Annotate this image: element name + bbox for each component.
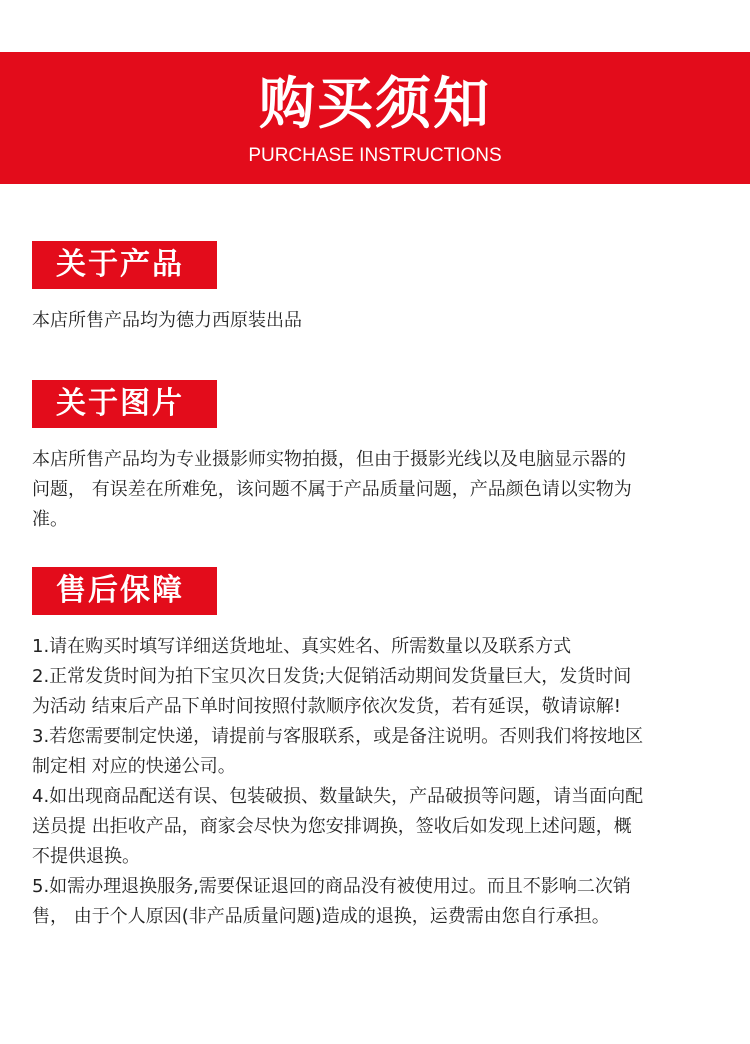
section-body-after-sales bbox=[32, 632, 722, 932]
body-line: 2.正常发货时间为拍下宝贝次日发货;大促销活动期间发货量巨大，发货时间 bbox=[32, 666, 632, 687]
body-line: 4.如出现商品配送有误、包装破损、数量缺失，产品破损等问题，请当面向配 bbox=[32, 786, 644, 807]
body-line: 不提供退换。 bbox=[32, 846, 140, 867]
section-heading-product: 关于产品 bbox=[32, 241, 217, 289]
body-line: 送员提 出拒收产品，商家会尽快为您安排调换，签收后如发现上述问题，概 bbox=[32, 816, 632, 837]
body-line: 准。 bbox=[32, 509, 68, 530]
body-line: 本店所售产品均为德力西原装出品 bbox=[32, 310, 302, 331]
body-line: 1.请在购买时填写详细送货地址、真实姓名、所需数量以及联系方式 bbox=[32, 636, 572, 657]
section-body-product bbox=[32, 306, 722, 336]
body-line: 5.如需办理退换服务,需要保证退回的商品没有被使用过。而且不影响二次销 bbox=[32, 876, 631, 897]
section-heading-images: 关于图片 bbox=[32, 380, 217, 428]
header-banner bbox=[0, 52, 750, 184]
body-line: 本店所售产品均为专业摄影师实物拍摄，但由于摄影光线以及电脑显示器的 bbox=[32, 449, 626, 470]
body-line: 3.若您需要制定快递，请提前与客服联系，或是备注说明。否则我们将按地区 bbox=[32, 726, 644, 747]
page-title: 购买须知 bbox=[259, 72, 491, 137]
body-line: 制定相 对应的快递公司。 bbox=[32, 756, 236, 777]
section-body-images bbox=[32, 445, 722, 535]
body-line: 问题， 有误差在所难免，该问题不属于产品质量问题，产品颜色请以实物为 bbox=[32, 479, 632, 500]
body-line: 为活动 结束后产品下单时间按照付款顺序依次发货，若有延误，敬请谅解! bbox=[32, 696, 621, 717]
section-heading-after-sales: 售后保障 bbox=[32, 567, 217, 615]
body-line: 售， 由于个人原因(非产品质量问题)造成的退换，运费需由您自行承担。 bbox=[32, 906, 610, 927]
page-subtitle: PURCHASE INSTRUCTIONS bbox=[248, 145, 502, 166]
